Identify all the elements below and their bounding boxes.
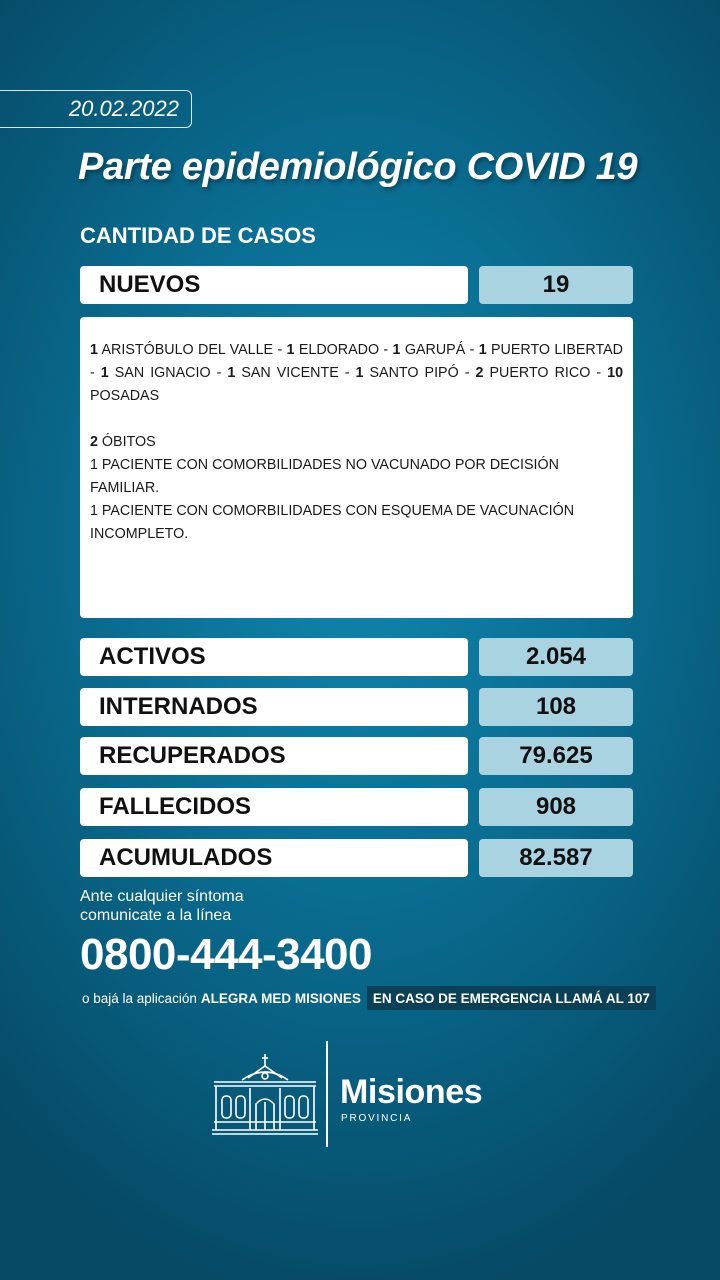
nuevos-row: [80, 266, 633, 304]
obitos-label: ÓBITOS: [97, 434, 156, 450]
location-count: 1: [355, 365, 364, 381]
stat-row-activos: [80, 638, 633, 676]
stat-value: 908: [479, 788, 633, 826]
brand-name: Misiones: [340, 1073, 483, 1111]
cases-detail-panel: [80, 317, 633, 618]
emergency-badge: EN CASO DE EMERGENCIA LLAMÁ AL 107: [367, 986, 656, 1010]
location-name: ARISTÓBULO DEL VALLE -: [97, 342, 287, 358]
obitos-line: 1 PACIENTE CON COMORBILIDADES CON ESQUEMA DE VACUNACIÓN INCOMPLETO.: [90, 503, 575, 542]
locations-list: [90, 339, 623, 408]
contact-line: comunicate a la línea: [80, 907, 232, 924]
stat-label: RECUPERADOS: [80, 737, 468, 775]
stat-label: FALLECIDOS: [80, 788, 468, 826]
location-count: 10: [607, 365, 624, 381]
logo-divider: [326, 1041, 328, 1147]
location-count: 1: [286, 342, 295, 358]
brand-subtitle: PROVINCIA: [341, 1113, 413, 1124]
stat-row-acumulados: [80, 839, 633, 877]
location-name: PUERTO LIBERTAD -: [90, 342, 623, 381]
nuevos-value: 19: [479, 266, 633, 304]
stat-row-fallecidos: [80, 788, 633, 826]
stat-value: 2.054: [479, 638, 633, 676]
page-title: Parte epidemiológico COVID 19: [78, 146, 638, 188]
stat-label: ACTIVOS: [80, 638, 468, 676]
location-name: GARUPÁ -: [400, 342, 479, 358]
contact-text: [80, 887, 244, 925]
obitos-heading: [90, 431, 623, 454]
location-name: ELDORADO -: [294, 342, 393, 358]
location-count: 1: [478, 342, 487, 358]
nuevos-label: NUEVOS: [80, 266, 468, 304]
location-name: POSADAS: [90, 388, 160, 404]
stat-label: ACUMULADOS: [80, 839, 468, 877]
stat-row-recuperados: [80, 737, 633, 775]
government-building-icon: [212, 1052, 318, 1138]
stat-row-internados: [80, 688, 633, 726]
date-text: 20.02.2022: [68, 96, 179, 121]
app-name: ALEGRA MED MISIONES: [200, 990, 361, 1006]
stat-value: 79.625: [479, 737, 633, 775]
location-name: SAN IGNACIO -: [108, 365, 228, 381]
app-prefix: o bajá la aplicación: [82, 990, 197, 1006]
location-count: 1: [90, 342, 98, 358]
stat-value: 82.587: [479, 839, 633, 877]
location-name: SAN VICENTE -: [235, 365, 356, 381]
stat-label: INTERNADOS: [80, 688, 468, 726]
location-count: 1: [227, 365, 236, 381]
contact-line: Ante cualquier síntoma: [80, 888, 244, 905]
location-name: PUERTO RICO -: [483, 365, 608, 381]
location-count: 1: [100, 365, 109, 381]
section-label: CANTIDAD DE CASOS: [80, 223, 316, 248]
phone-number[interactable]: 0800-444-3400: [80, 930, 372, 979]
location-name: SANTO PIPÓ -: [363, 365, 476, 381]
obitos-line: 1 PACIENTE CON COMORBILIDADES NO VACUNADO POR DECISIÓN FAMILIAR.: [90, 457, 559, 496]
location-count: 1: [392, 342, 401, 358]
date-badge: [0, 90, 192, 128]
obitos-count: 2: [90, 434, 98, 450]
location-count: 2: [475, 365, 484, 381]
app-line: [82, 986, 656, 1010]
stat-value: 108: [479, 688, 633, 726]
